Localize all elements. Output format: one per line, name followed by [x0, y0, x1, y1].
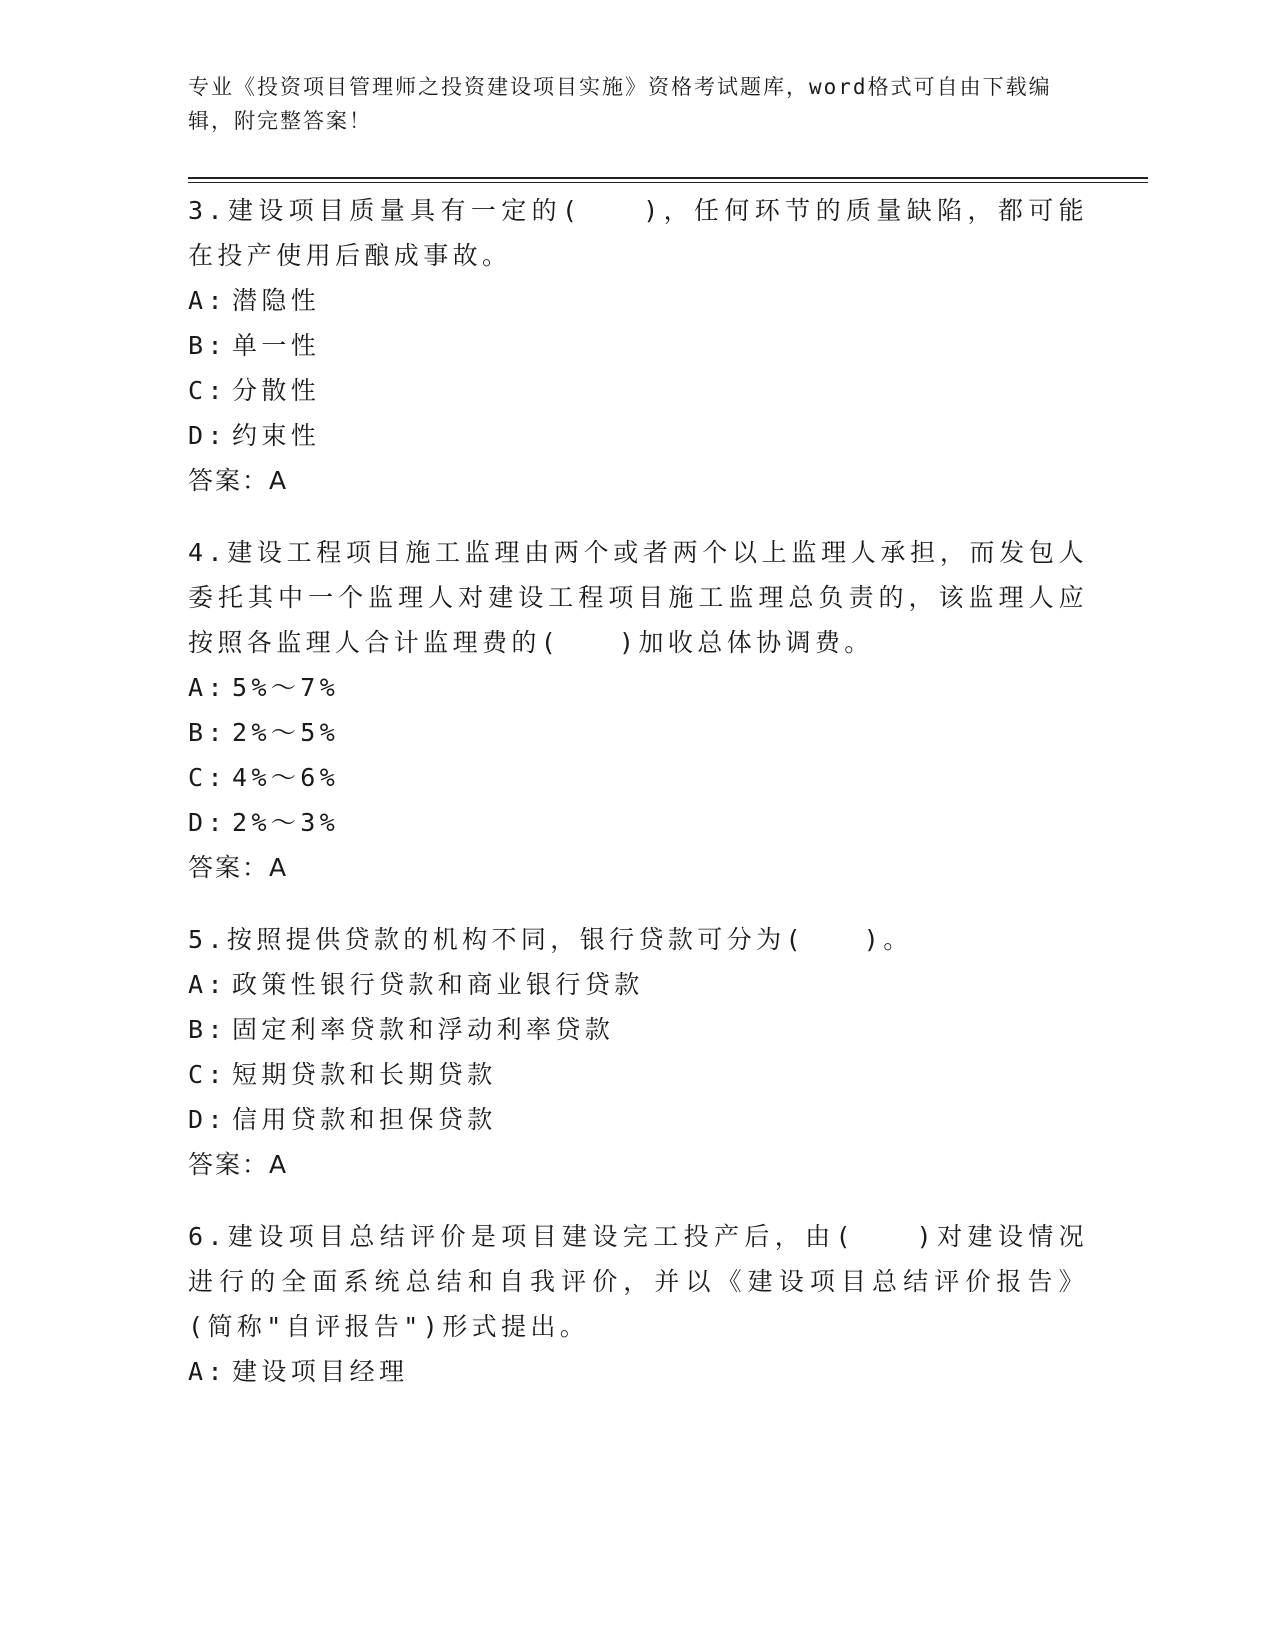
question-6 — [188, 1214, 1088, 1394]
option-text: 潜隐性 — [232, 286, 321, 315]
option-a — [188, 665, 1088, 710]
option-label: A: — [188, 286, 227, 315]
answer-line: 答案：A — [188, 466, 289, 495]
option-label: A: — [188, 970, 227, 999]
option-text: 分散性 — [232, 376, 321, 405]
option-text: 信用贷款和担保贷款 — [232, 1105, 497, 1134]
option-text: 2%～3% — [232, 808, 340, 837]
option-text: 5%～7% — [232, 673, 340, 702]
option-text: 2%～5% — [232, 718, 340, 747]
option-a — [188, 962, 1088, 1007]
option-label: B: — [188, 331, 227, 360]
option-c — [188, 368, 1088, 413]
option-d — [188, 413, 1088, 458]
option-label: C: — [188, 1060, 227, 1089]
option-text: 建设项目经理 — [232, 1357, 409, 1386]
option-label: D: — [188, 421, 227, 450]
option-text: 单一性 — [232, 331, 321, 360]
option-d — [188, 800, 1088, 845]
question-4 — [188, 530, 1088, 890]
option-a — [188, 1349, 1088, 1394]
option-text: 固定利率贷款和浮动利率贷款 — [232, 1015, 615, 1044]
option-c — [188, 1052, 1088, 1097]
document-header: 专业《投资项目管理师之投资建设项目实施》资格考试题库，word格式可自由下载编辑，附完整答案！ — [188, 75, 1052, 133]
answer-line: 答案：A — [188, 853, 289, 882]
question-stem: 6.建设项目总结评价是项目建设完工投产后，由( )对建设情况进行的全面系统总结和自我评价，并以《建设项目总结评价报告》(简称"自评报告")形式提出。 — [188, 1222, 1088, 1341]
question-5 — [188, 917, 1088, 1187]
header-rule-thin — [188, 182, 1148, 183]
question-list — [188, 188, 1088, 1421]
question-stem: 4.建设工程项目施工监理由两个或者两个以上监理人承担，而发包人委托其中一个监理人对建设工程项目施工监理总负责的，该监理人应按照各监理人合计监理费的( )加收总体协调费。 — [188, 538, 1088, 657]
option-text: 政策性银行贷款和商业银行贷款 — [232, 970, 644, 999]
option-label: B: — [188, 1015, 227, 1044]
question-stem: 3.建设项目质量具有一定的( )，任何环节的质量缺陷，都可能在投产使用后酿成事故。 — [188, 196, 1088, 270]
option-label: B: — [188, 718, 227, 747]
option-b — [188, 1007, 1088, 1052]
question-3 — [188, 188, 1088, 503]
option-text: 短期贷款和长期贷款 — [232, 1060, 497, 1089]
option-a — [188, 278, 1088, 323]
option-c — [188, 755, 1088, 800]
option-text: 约束性 — [232, 421, 321, 450]
option-label: D: — [188, 1105, 227, 1134]
answer-line: 答案：A — [188, 1150, 289, 1179]
option-b — [188, 710, 1088, 755]
option-text: 4%～6% — [232, 763, 340, 792]
option-label: C: — [188, 376, 227, 405]
option-label: A: — [188, 1357, 227, 1386]
option-d — [188, 1097, 1088, 1142]
question-stem: 5.按照提供贷款的机构不同，银行贷款可分为( )。 — [188, 925, 913, 954]
option-label: A: — [188, 673, 227, 702]
option-label: D: — [188, 808, 227, 837]
option-label: C: — [188, 763, 227, 792]
option-b — [188, 323, 1088, 368]
header-rule-thick — [188, 177, 1148, 179]
